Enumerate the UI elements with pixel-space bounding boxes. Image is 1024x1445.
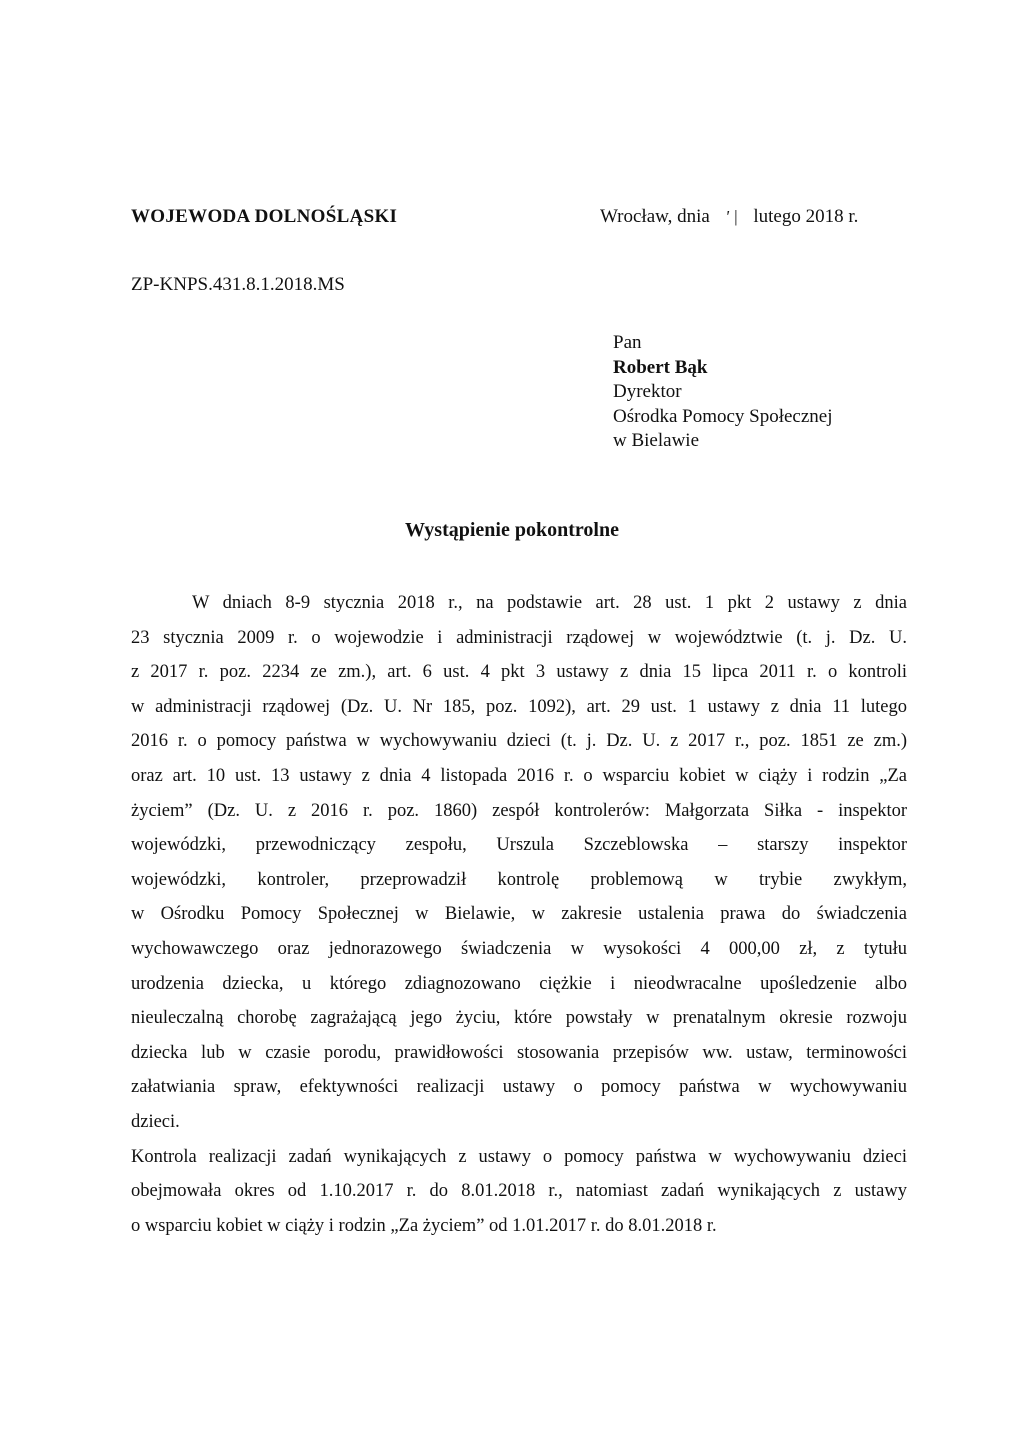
case-number: ZP-KNPS.431.8.1.2018.MS (131, 274, 345, 295)
body-line: o wsparciu kobiet w ciąży i rodzin „Za życiem” od 1.01.2017 r. do 8.01.2018 r. (131, 1215, 717, 1236)
document-title: Wystąpienie pokontrolne (405, 519, 619, 541)
body-line: W dniach 8-9 stycznia 2018 r., na podstawie art. 28 ust. 1 pkt 2 ustawy z dnia (192, 593, 907, 613)
recipient-institution-line1: Ośrodka Pomocy Społecznej (613, 405, 833, 427)
body-line: wojewódzki, kontroler, przeprowadził kontrolę problemową w trybie zwykłym, (131, 869, 907, 890)
recipient-name: Robert Bąk (613, 356, 708, 378)
body-line: 23 stycznia 2009 r. o wojewodzie i administracji rządowej w województwie (t. j. Dz. U. (131, 627, 907, 648)
body-line: wychowawczego oraz jednorazowego świadczenia w wysokości 4 000,00 zł, z tytułu (131, 938, 907, 959)
body-line: nieuleczalną chorobę zagrażającą jego życiu, które powstały w prenatalnym okresie rozwoju (131, 1008, 907, 1029)
date-suffix: lutego 2018 r. (753, 206, 859, 227)
body-line: dziecka lub w czasie porodu, prawidłowości stosowania przepisów ww. ustaw, terminowości (131, 1042, 907, 1063)
body-line: urodzenia dziecka, u którego zdiagnozowano ciężkie i nieodwracalne upośledzenie albo (131, 973, 907, 994)
handwritten-day: ' | (725, 207, 738, 226)
recipient-block (613, 331, 833, 454)
body-line: dzieci. (131, 1111, 180, 1132)
place-prefix: Wrocław, dnia (600, 206, 710, 227)
recipient-salutation: Pan (613, 332, 642, 353)
body-line: w administracji rządowej (Dz. U. Nr 185, poz. 1092), art. 29 ust. 1 ustawy z dnia 11 lutego (131, 696, 907, 717)
body-line: obejmowała okres od 1.10.2017 r. do 8.01.2018 r., natomiast zadań wynikających z ustawy (131, 1181, 907, 1202)
body-line: Kontrola realizacji zadań wynikających z ustawy o pomocy państwa w wychowywaniu dzieci (131, 1146, 907, 1167)
body-line: oraz art. 10 ust. 13 ustawy z dnia 4 listopada 2016 r. o wsparciu kobiet w ciąży i rodzin „Za (131, 765, 907, 786)
body-line: wojewódzki, przewodniczący zespołu, Urszula Szczeblowska – starszy inspektor (131, 835, 907, 856)
place-and-date (600, 206, 858, 228)
recipient-position: Dyrektor (613, 381, 682, 402)
body-line: z 2017 r. poz. 2234 ze zm.), art. 6 ust. 4 pkt 3 ustawy z dnia 15 lipca 2011 r. o kontroli (131, 662, 907, 683)
body-line: w Ośrodku Pomocy Społecznej w Bielawie, w zakresie ustalenia prawa do świadczenia (131, 904, 907, 925)
body-line: życiem” (Dz. U. z 2016 r. poz. 1860) zespół kontrolerów: Małgorzata Siłka - inspektor (131, 800, 907, 821)
recipient-institution-line2: w Bielawie (613, 430, 700, 451)
body-text (131, 586, 907, 1243)
body-line: 2016 r. o pomocy państwa w wychowywaniu dzieci (t. j. Dz. U. z 2017 r., poz. 1851 ze zm.) (131, 731, 907, 752)
body-line: załatwiania spraw, efektywności realizacji ustawy o pomocy państwa w wychowywaniu (131, 1077, 907, 1098)
sender-title: WOJEWODA DOLNOŚLĄSKI (131, 206, 398, 227)
